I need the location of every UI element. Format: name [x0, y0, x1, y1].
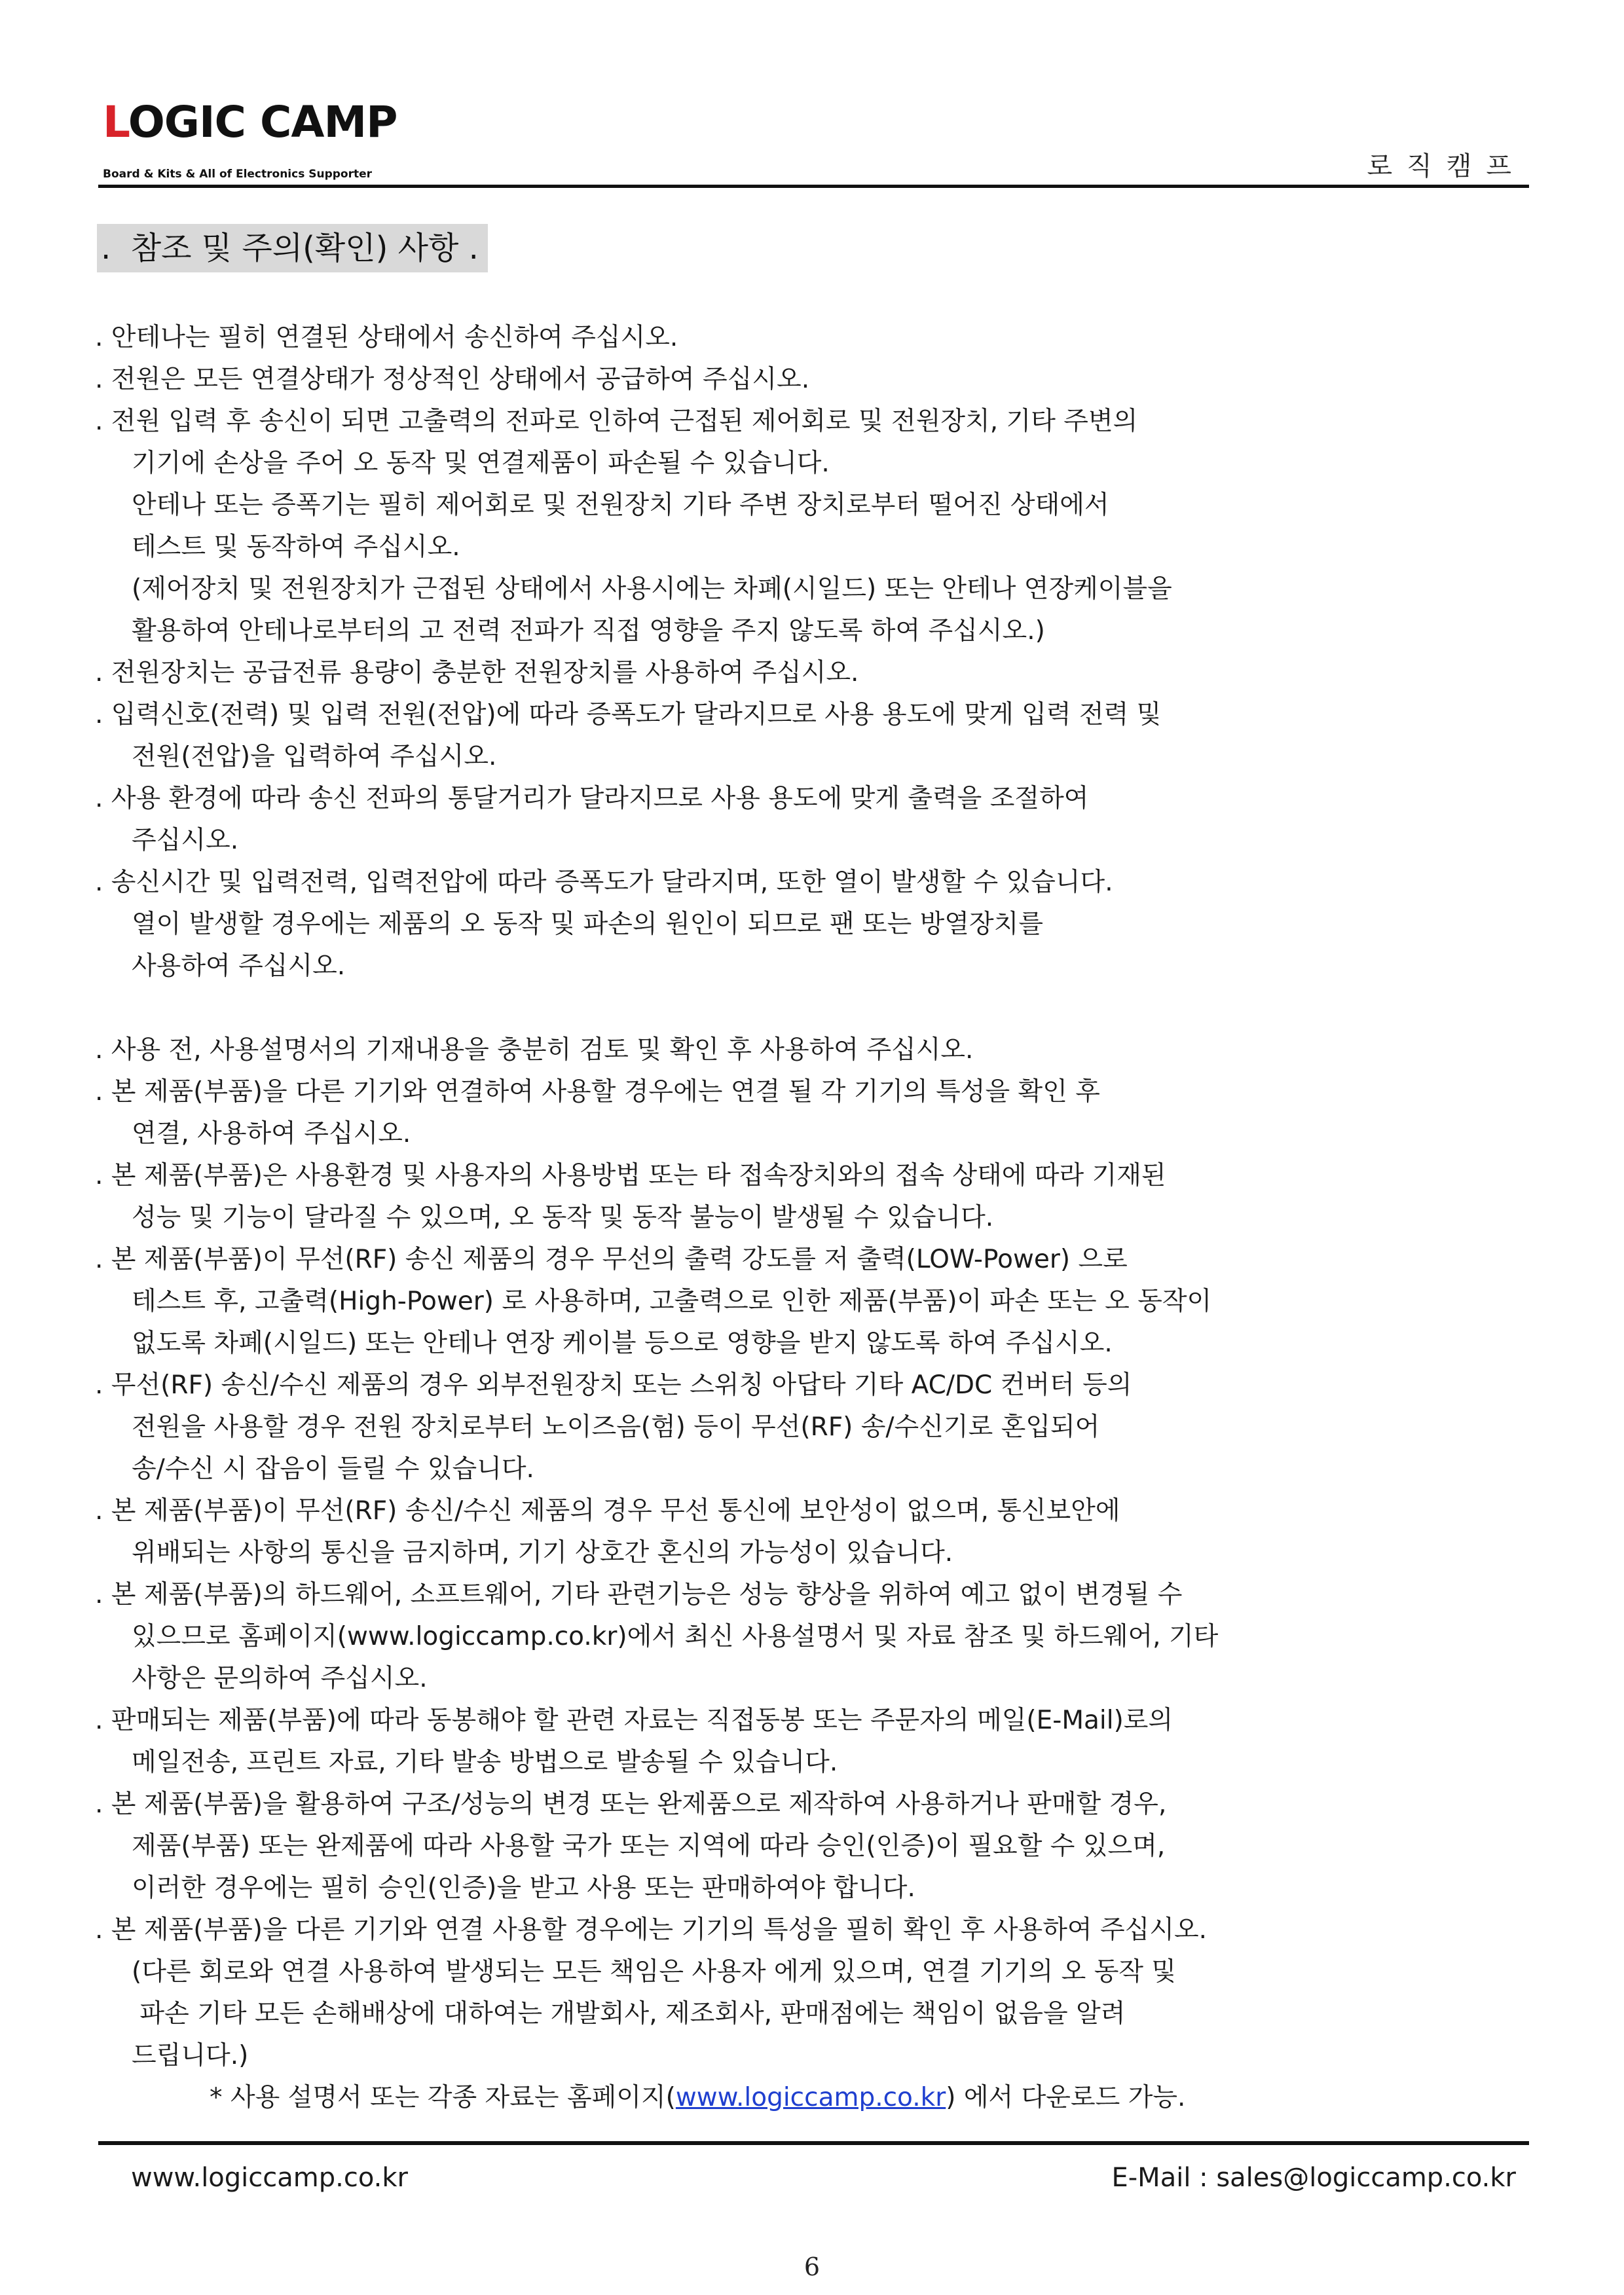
page-number: 6: [803, 2252, 821, 2281]
notice-item-continuation: (제어장치 및 전원장치가 근접된 상태에서 사용시에는 차폐(시일드) 또는 안테나 연장케이블을: [132, 574, 1172, 604]
notice-item-continuation: 있으므로 홈페이지(www.logiccamp.co.kr)에서 최신 사용설명서 및 자료 참조 및 하드웨어, 기타: [132, 1622, 1219, 1651]
notice-item-continuation: 사용하여 주십시오.: [132, 951, 346, 981]
download-note: [95, 2077, 1536, 2119]
notice-item: . 본 제품(부품)이 무선(RF) 송신 제품의 경우 무선의 출력 강도를 저 출력(LOW-Power) 으로: [95, 1245, 1128, 1274]
logo-initial: L: [103, 97, 128, 147]
footer-website[interactable]: www.logiccamp.co.kr: [131, 2163, 408, 2193]
notice-item-continuation: 열이 발생할 경우에는 제품의 오 동작 및 파손의 원인이 되므로 팬 또는 방열장치를: [132, 909, 1044, 939]
notice-item: . 사용 전, 사용설명서의 기재내용을 충분히 검토 및 확인 후 사용하여 주십시오.: [95, 1035, 974, 1065]
notice-item: . 전원 입력 후 송신이 되면 고출력의 전파로 인하여 근접된 제어회로 및 전원장치, 기타 주변의: [95, 407, 1138, 436]
notice-item-continuation: 송/수신 시 잡음이 들릴 수 있습니다.: [132, 1454, 534, 1484]
notice-item-continuation: 제품(부품) 또는 완제품에 따라 사용할 국가 또는 지역에 따라 승인(인증)이 필요할 수 있으며,: [132, 1831, 1166, 1861]
homepage-link[interactable]: www.logiccamp.co.kr: [675, 2083, 946, 2112]
notice-item-continuation: 없도록 차폐(시일드) 또는 안테나 연장 케이블 등으로 영향을 받지 않도록 하여 주십시오.: [132, 1329, 1113, 1358]
notice-item: . 본 제품(부품)의 하드웨어, 소프트웨어, 기타 관련기능은 성능 향상을 위하여 예고 없이 변경될 수: [95, 1580, 1183, 1609]
notice-item-continuation: 전원(전압)을 입력하여 주십시오.: [132, 742, 497, 771]
footer-email[interactable]: E-Mail : sales@logiccamp.co.kr: [1111, 2163, 1516, 2193]
header-divider: [98, 185, 1529, 188]
notice-item-continuation: (다른 회로와 연결 사용하여 발생되는 모든 책임은 사용자 에게 있으며, 연결 기기의 오 동작 및: [132, 1957, 1177, 1987]
download-note-prefix: * 사용 설명서 또는 각종 자료는 홈페이지(: [210, 2083, 676, 2112]
section-title: . 참조 및 주의(확인) 사항 .: [97, 224, 488, 272]
notice-item-continuation: 안테나 또는 증폭기는 필히 제어회로 및 전원장치 기타 주변 장치로부터 떨어진 상태에서: [132, 490, 1109, 520]
notice-item: . 무선(RF) 송신/수신 제품의 경우 외부전원장치 또는 스위칭 아답타 기타 AC/DC 컨버터 등의: [95, 1370, 1132, 1400]
footer-divider: [98, 2141, 1529, 2145]
notice-item: . 전원장치는 공급전류 용량이 충분한 전원장치를 사용하여 주십시오.: [95, 658, 859, 688]
notice-item-continuation: 성능 및 기능이 달라질 수 있으며, 오 동작 및 동작 불능이 발생될 수 있습니다.: [132, 1203, 994, 1232]
notice-body: [95, 317, 1536, 2119]
notice-item-continuation: 연결, 사용하여 주십시오.: [132, 1119, 411, 1148]
notice-item: . 본 제품(부품)이 무선(RF) 송신/수신 제품의 경우 무선 통신에 보안성이 없으며, 통신보안에: [95, 1496, 1120, 1526]
notice-item: . 본 제품(부품)을 활용하여 구조/성능의 변경 또는 완제품으로 제작하여 사용하거나 판매할 경우,: [95, 1790, 1167, 1819]
notice-item: . 전원은 모든 연결상태가 정상적인 상태에서 공급하여 주십시오.: [95, 365, 810, 394]
notice-item-continuation: 이러한 경우에는 필히 승인(인증)을 받고 사용 또는 판매하여야 합니다.: [132, 1873, 915, 1903]
logo: [103, 97, 397, 181]
notice-item-continuation: 드립니다.): [132, 2041, 249, 2070]
notice-item: . 안테나는 필히 연결된 상태에서 송신하여 주십시오.: [95, 323, 678, 352]
notice-item-continuation: 기기에 손상을 주어 오 동작 및 연결제품이 파손될 수 있습니다.: [132, 449, 830, 478]
logo-name: OGIC CAMP: [128, 97, 397, 147]
logo-wordmark: [103, 97, 397, 147]
notice-item-continuation: 위배되는 사항의 통신을 금지하며, 기기 상호간 혼신의 가능성이 있습니다.: [132, 1538, 953, 1568]
notice-item-continuation: 파손 기타 모든 손해배상에 대하여는 개발회사, 제조회사, 판매점에는 책임이 없음을 알려: [132, 1999, 1126, 2029]
notice-item: . 본 제품(부품)은 사용환경 및 사용자의 사용방법 또는 타 접속장치와의 접속 상태에 따라 기재된: [95, 1161, 1166, 1190]
notice-item: . 본 제품(부품)을 다른 기기와 연결 사용할 경우에는 기기의 특성을 필히 확인 후 사용하여 주십시오.: [95, 1915, 1208, 1945]
notice-item: . 송신시간 및 입력전력, 입력전압에 따라 증폭도가 달라지며, 또한 열이 발생할 수 있습니다.: [95, 868, 1113, 897]
notice-item: . 입력신호(전력) 및 입력 전원(전압)에 따라 증폭도가 달라지므로 사용 용도에 맞게 입력 전력 및: [95, 700, 1162, 729]
notice-item-continuation: 전원을 사용할 경우 전원 장치로부터 노이즈음(험) 등이 무선(RF) 송/수신기로 혼입되어: [132, 1412, 1100, 1442]
notice-item-continuation: 주십시오.: [132, 826, 239, 855]
notice-item-continuation: 테스트 후, 고출력(High-Power) 로 사용하며, 고출력으로 인한 제품(부품)이 파손 또는 오 동작이: [132, 1287, 1212, 1316]
notice-item: . 사용 환경에 따라 송신 전파의 통달거리가 달라지므로 사용 용도에 맞게 출력을 조절하여: [95, 784, 1089, 813]
notice-item: . 본 제품(부품)을 다른 기기와 연결하여 사용할 경우에는 연결 될 각 기기의 특성을 확인 후: [95, 1077, 1100, 1107]
logo-tagline: Board & Kits & All of Electronics Supporter: [103, 168, 373, 181]
notice-item-continuation: 사항은 문의하여 주십시오.: [132, 1664, 428, 1693]
notice-item: . 판매되는 제품(부품)에 따라 동봉해야 할 관련 자료는 직접동봉 또는 주문자의 메일(E-Mail)로의: [95, 1706, 1173, 1735]
notice-item-continuation: 활용하여 안테나로부터의 고 전력 전파가 직접 영향을 주지 않도록 하여 주십시오.): [132, 616, 1045, 646]
download-note-suffix: ) 에서 다운로드 가능.: [946, 2083, 1186, 2112]
blank-line: [95, 987, 1536, 1029]
brand-name-korean: 로직캠프: [1367, 151, 1526, 181]
notice-item-continuation: 메일전송, 프린트 자료, 기타 발송 방법으로 발송될 수 있습니다.: [132, 1748, 838, 1777]
notice-item-continuation: 테스트 및 동작하여 주십시오.: [132, 532, 460, 562]
